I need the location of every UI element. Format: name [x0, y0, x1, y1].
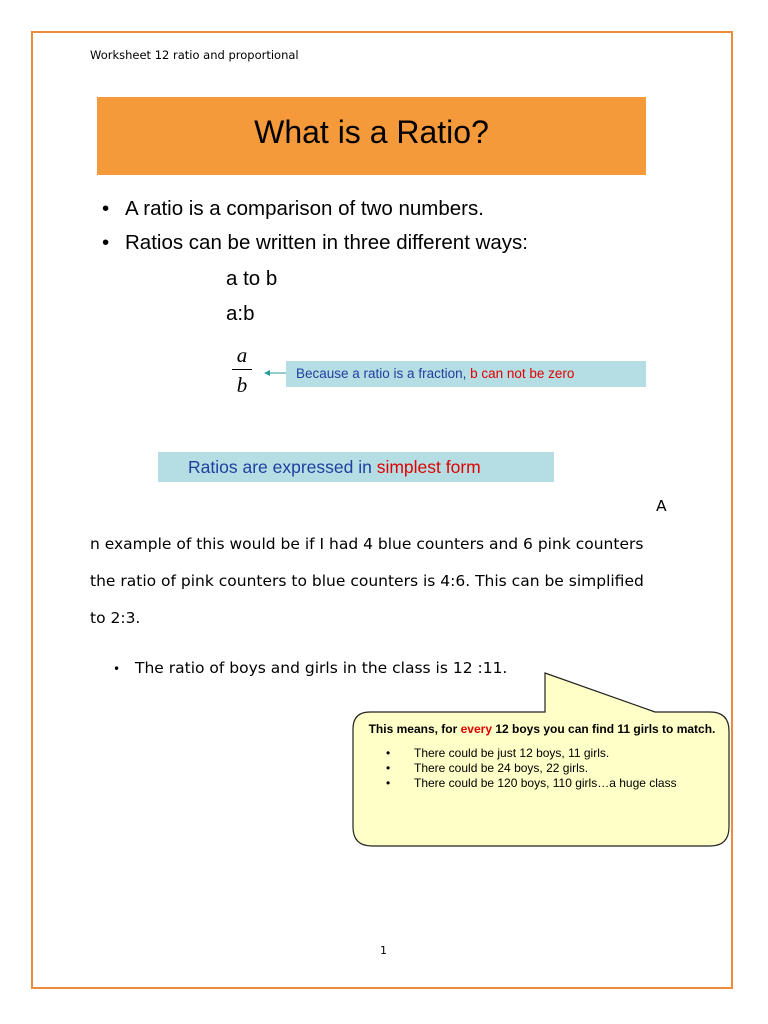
- callout-heading: [366, 721, 718, 738]
- ratio-example-text: The ratio of boys and girls in the class is 12 :11.: [135, 659, 508, 677]
- page-number: 1: [380, 944, 387, 957]
- list-item-text: There could be just 12 boys, 11 girls.: [414, 746, 610, 760]
- list-item: [386, 776, 718, 791]
- fraction-bar: [232, 369, 252, 370]
- fraction-numerator: a: [236, 343, 248, 367]
- ratio-form-to: a to b: [226, 267, 278, 290]
- document-header: Worksheet 12 ratio and proportional: [90, 48, 299, 62]
- bullet-dot: •: [102, 197, 110, 220]
- simplest-form-text: Ratios are expressed in: [188, 457, 377, 477]
- bullet-dot: •: [102, 231, 110, 254]
- ratio-form-colon: a:b: [226, 302, 255, 325]
- callout-list: [366, 746, 718, 791]
- simplest-form-banner: [158, 452, 554, 482]
- callout-heading-highlight: every: [460, 722, 492, 736]
- ratio-form-fraction: [232, 343, 252, 398]
- callout-heading-text: This means, for: [368, 722, 461, 736]
- slide-bullet-text: A ratio is a comparison of two numbers.: [125, 197, 484, 220]
- fraction-note-highlight: b can not be zero: [470, 366, 575, 381]
- callout-heading-text: 12 boys you can find 11 girls to match.: [492, 722, 716, 736]
- slide-bullet: [102, 231, 528, 255]
- list-item-text: There could be 24 boys, 22 girls.: [414, 761, 589, 775]
- paragraph-line: to 2:3.: [90, 609, 141, 627]
- bullet-dot: •: [386, 746, 391, 760]
- paragraph-line: the ratio of pink counters to blue counters is 4:6. This can be simplified: [90, 572, 644, 590]
- slide-title-banner: [97, 97, 646, 175]
- slide-title: What is a Ratio?: [254, 113, 489, 150]
- paragraph-line: n example of this would be if I had 4 blue counters and 6 pink counters: [90, 535, 644, 553]
- simplest-form-highlight: simplest form: [376, 457, 481, 477]
- arrow-left-icon: [262, 367, 288, 379]
- paragraph-line: A: [656, 497, 667, 515]
- bullet-dot: •: [113, 662, 121, 676]
- list-item: [386, 746, 718, 761]
- fraction-note-text: Because a ratio is a fraction,: [296, 366, 471, 381]
- bullet-dot: •: [386, 761, 391, 775]
- slide-bullet: [102, 197, 484, 221]
- list-item-text: There could be 120 boys, 110 girls…a huge class: [414, 776, 677, 790]
- list-item: [386, 761, 718, 776]
- fraction-note: [286, 361, 646, 387]
- fraction-denominator: b: [236, 373, 248, 397]
- speech-bubble-content: [366, 721, 718, 791]
- slide-bullet-text: Ratios can be written in three different ways:: [125, 231, 528, 254]
- bullet-dot: •: [386, 776, 391, 790]
